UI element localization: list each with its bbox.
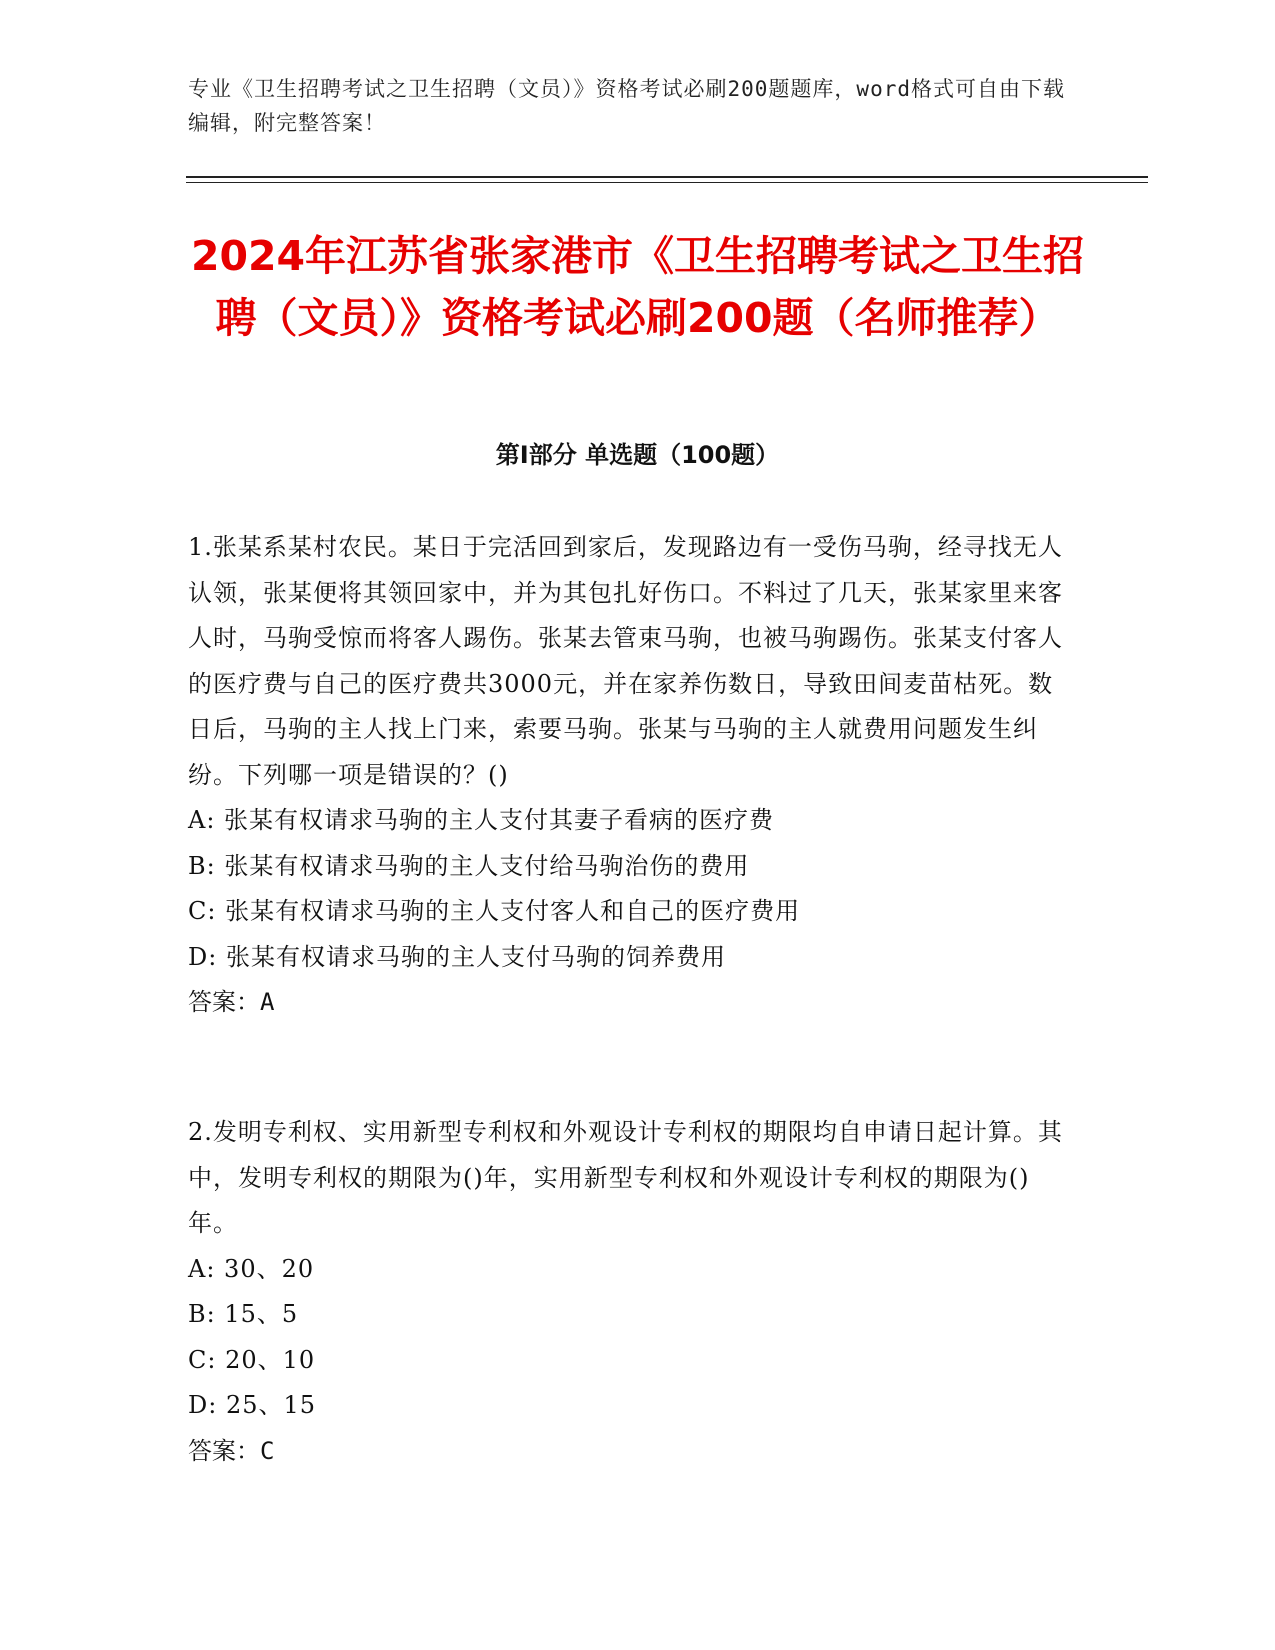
option-c: C: 20、10 bbox=[188, 1345, 316, 1374]
section-heading: 第I部分 单选题（100题） bbox=[495, 441, 780, 469]
option-b: B: 张某有权请求马驹的主人支付给马驹治伤的费用 bbox=[188, 851, 750, 880]
header-divider-thick bbox=[186, 176, 1148, 178]
option-c: C: 张某有权请求马驹的主人支付客人和自己的医疗费用 bbox=[188, 897, 801, 925]
option-b: B: 15、5 bbox=[188, 1300, 299, 1328]
question-1 bbox=[188, 525, 1068, 1026]
header-note: 专业《卫生招聘考试之卫生招聘（文员）》资格考试必刷200题题库，word格式可自由下载编辑，附完整答案！ bbox=[188, 77, 1065, 135]
question-stem: 2.发明专利权、实用新型专利权和外观设计专利权的期限均自申请日起计算。其中，发明专利权的期限为()年，实用新型专利权和外观设计专利权的期限为()年。 bbox=[188, 1118, 1063, 1237]
answer: 答案：A bbox=[188, 988, 275, 1016]
question-2 bbox=[188, 1110, 1068, 1474]
option-a: A: 张某有权请求马驹的主人支付其妻子看病的医疗费 bbox=[188, 806, 775, 834]
document-title: 2024年江苏省张家港市《卫生招聘考试之卫生招聘（文员）》资格考试必刷200题（名师推荐） bbox=[190, 232, 1085, 342]
option-a: A: 30、20 bbox=[188, 1254, 315, 1283]
header-divider-thin bbox=[186, 182, 1148, 183]
answer: 答案：C bbox=[188, 1436, 275, 1465]
option-d: D: 张某有权请求马驹的主人支付马驹的饲养费用 bbox=[188, 942, 726, 971]
option-d: D: 25、15 bbox=[188, 1391, 317, 1419]
question-stem: 1.张某系某村农民。某日于完活回到家后，发现路边有一受伤马驹，经寻找无人认领，张某便将其领回家中，并为其包扎好伤口。不料过了几天，张某家里来客人时，马驹受惊而将客人踢伤。张某去管束马驹，也被马驹踢伤。张某支付客人的医疗费与自己的医疗费共3000元，并在家养伤数日，导致田间麦苗枯死。数日后，马驹的主人找上门来，索要马驹。张某与马驹的主人就费用问题发生纠纷。下列哪一项是错误的？() bbox=[188, 533, 1063, 789]
